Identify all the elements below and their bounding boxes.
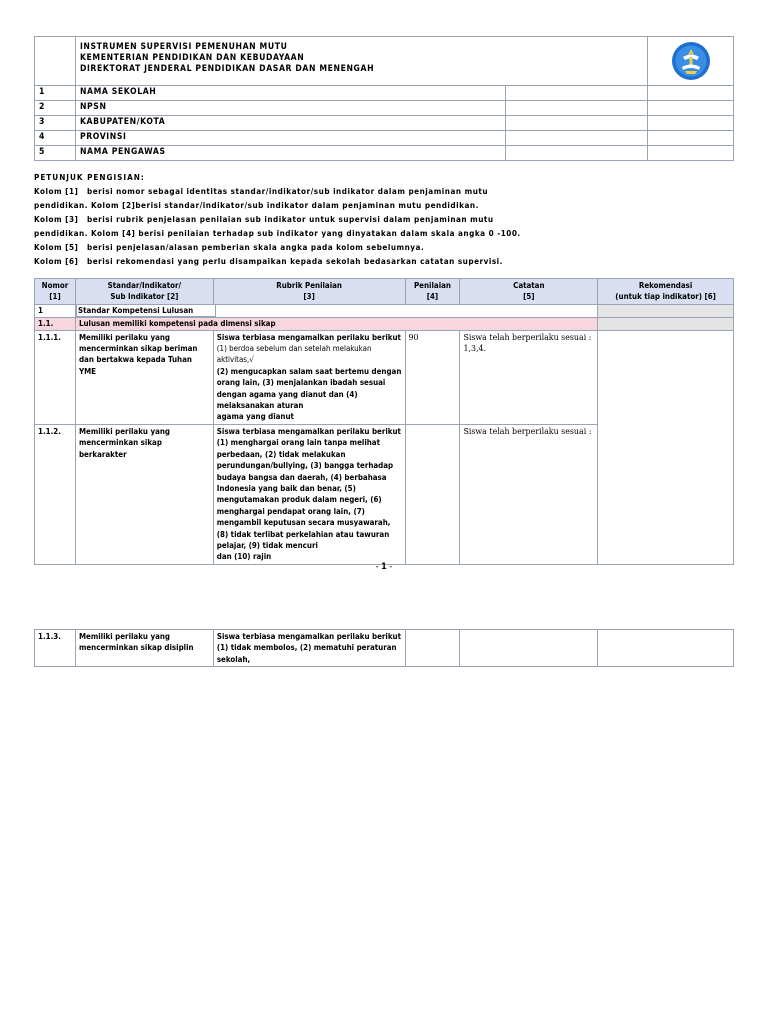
identity-num: 4 [35,131,76,146]
item-score[interactable] [405,630,460,667]
identity-value[interactable] [506,131,648,146]
table-header-row [35,279,734,305]
item-indicator: Memiliki perilaku yang mencerminkan sikap disiplin [75,630,213,667]
rubric-line: Siswa terbiasa mengamalkan perilaku berikut (1) menghargai orang lain tanpa melihat perbedaan, (2) tidak melakukan perundungan/bullying, (3) bangga terhadap budaya bangsa dan daerah, (4) berbahasa Indonesia yang baik dan benar, (5) mengutamakan produk dalam negeri, (6) menghargai pendapat orang lain, (7) mengambil keputusan secara musyawarah, (8) tidak terlibat perkelahian atau tawuran pelajar, (9) tidak mencuri [216,426,401,550]
identity-extra [648,146,734,161]
instruction-text: berisi rekomendasi yang perlu disampaikan kepada sekolah bedasarkan catatan supervisi. [87,256,503,266]
identity-value[interactable] [506,86,648,101]
identity-extra [648,101,734,116]
rubric-line: (2) mengucapkan salam saat bertemu dengan orang lain, (3) menjalankan ibadah sesuai dengan agama yang dianut dan (4) melaksanakan aturan [216,366,402,411]
page-number: - 1 - [375,562,393,572]
instruction-line [34,254,734,268]
item-score[interactable]: 90 [405,330,460,424]
item-num: 1.1.1. [35,330,76,424]
item-rubric: Siswa terbiasa mengamalkan perilaku berikut (1) tidak membolos, (2) mematuhi peraturan sekolah, [213,630,405,667]
identity-value[interactable] [506,101,648,116]
instruction-key: Kolom [6] [34,256,79,266]
col-header-penilaian: Penilaian [4] [405,279,460,305]
item-rubric [213,330,405,424]
item-num: 1.1.3. [35,630,76,667]
instructions-title: PETUNJUK PENGISIAN: [34,172,145,182]
item-score[interactable] [405,424,460,564]
identity-label: KABUPATEN/KOTA [75,116,505,131]
col-header-nomor: Nomor [1] [35,279,76,305]
instructions-block [34,170,734,268]
col-header-rubrik: Rubrik Penilaian [3] [213,279,405,305]
item-indicator: Memiliki perilaku yang mencerminkan sikap beriman dan bertakwa kepada Tuhan YME [75,330,213,424]
identity-extra [648,86,734,101]
header-titles [75,37,647,86]
instruction-line [34,240,734,254]
supervision-table [34,278,734,565]
identity-label: NAMA SEKOLAH [75,86,505,101]
item-recommendation[interactable] [598,630,734,667]
instruction-line [34,212,734,226]
identity-row [35,86,734,101]
instruction-text: pendidikan. Kolom [2]berisi standar/indikator/sub indikator dalam penjaminan mutu pendidikan. [34,200,479,210]
standard-num: 1 [35,304,76,317]
identity-row [35,116,734,131]
col-header-catatan: Catatan [5] [460,279,598,305]
sub-standard-row [35,318,734,330]
instruction-text: berisi nomor sebagai identitas standar/indikator/sub indikator dalam penjaminan mutu [87,186,489,196]
standard-label-cell [75,304,597,317]
identity-value[interactable] [506,116,648,131]
sub-rec-cell [598,318,734,330]
instruction-key: Kolom [5] [34,242,79,252]
instruction-text: pendidikan. Kolom [4] berisi penilaian terhadap sub indikator yang dinyatakan dalam skala angka 0 -100. [34,228,521,238]
instruction-text: berisi rubrik penjelasan penilaian sub indikator untuk supervisi dalam penjaminan mutu [87,214,494,224]
table-row [35,630,734,667]
rubric-line: agama yang dianut [216,412,294,422]
identity-label: PROVINSI [75,131,505,146]
identity-row [35,101,734,116]
kemdikbud-logo-icon [671,41,711,81]
instruction-line [34,184,734,198]
header-title-line1: INSTRUMEN SUPERVISI PEMENUHAN MUTU [79,42,288,52]
item-note[interactable] [460,630,598,667]
identity-num: 2 [35,101,76,116]
table-row [35,330,734,424]
header-table [34,36,734,161]
instruction-key: Kolom [3] [34,214,79,224]
identity-label: NAMA PENGAWAS [75,146,505,161]
identity-extra [648,116,734,131]
standard-rec-cell [598,304,734,317]
item-note[interactable]: Siswa telah berperilaku sesuai : 1,3,4. [460,330,598,424]
identity-label: NPSN [75,101,505,116]
rubric-line: dan (10) rajin [216,552,272,562]
item-rubric [213,424,405,564]
item-recommendation[interactable] [598,330,734,564]
identity-row [35,146,734,161]
col-header-rekomendasi: Rekomendasi (untuk tiap indikator) [6] [598,279,734,305]
standard-label: Standar Kompetensi Lulusan [76,305,216,317]
item-num: 1.1.2. [35,424,76,564]
identity-num: 3 [35,116,76,131]
standard-row [35,304,734,317]
rubric-line: (1) berdoa sebelum dan setelah melakukan aktivitas,√ [216,344,372,365]
rubric-line: Siswa terbiasa mengamalkan perilaku berikut [216,332,401,342]
item-indicator: Memiliki perilaku yang mencerminkan sikap berkarakter [75,424,213,564]
sub-label: Lulusan memiliki kompetensi pada dimensi sikap [75,318,597,330]
instruction-key: Kolom [1] [34,186,79,196]
sub-num: 1.1. [35,318,76,330]
identity-num: 1 [35,86,76,101]
instruction-line [34,198,734,212]
continuation-table [34,629,734,667]
identity-extra [648,131,734,146]
identity-row [35,131,734,146]
header-title-line3: DIREKTORAT JENDERAL PENDIDIKAN DASAR DAN MENENGAH [79,64,375,74]
col-header-standar: Standar/Indikator/ Sub Indikator [2] [75,279,213,305]
instruction-line [34,226,734,240]
item-note[interactable]: Siswa telah berperilaku sesuai : [460,424,598,564]
header-spacer [35,37,76,86]
identity-num: 5 [35,146,76,161]
instruction-text: berisi penjelasan/alasan pemberian skala angka pada kolom sebelumnya. [87,242,425,252]
logo-cell [648,37,734,86]
identity-value[interactable] [506,146,648,161]
header-title-line2: KEMENTERIAN PENDIDIKAN DAN KEBUDAYAAN [79,53,305,63]
